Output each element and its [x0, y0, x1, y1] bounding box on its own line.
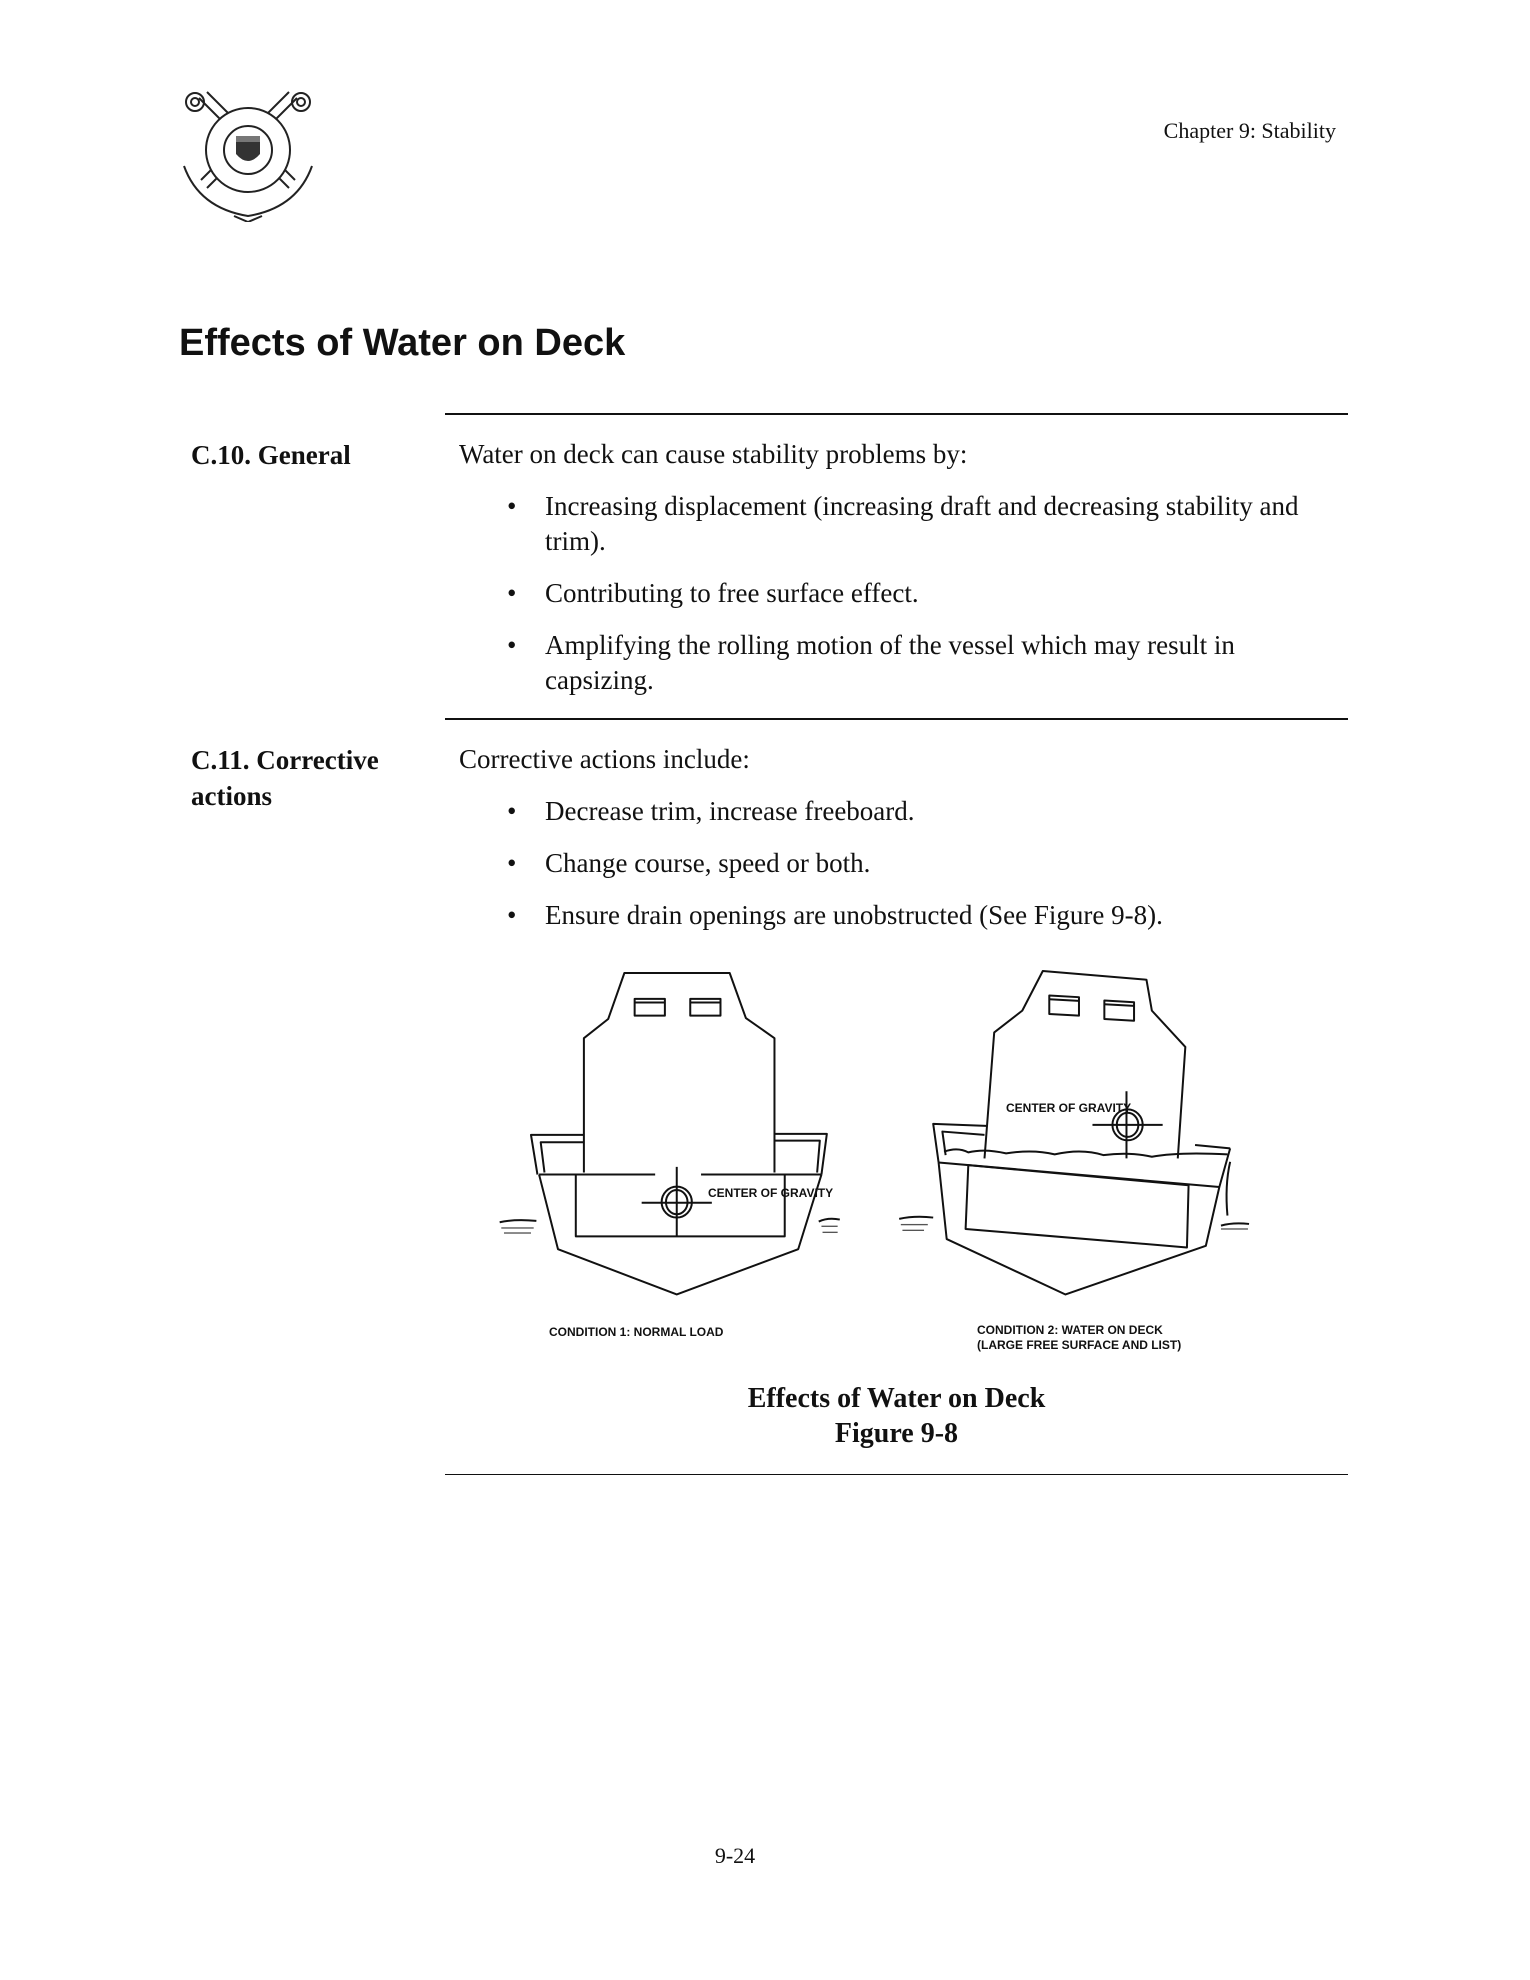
section-intro: Water on deck can cause stability problems by: — [459, 439, 968, 469]
bullet-icon: • — [507, 630, 517, 660]
list-item: Ensure drain openings are unobstructed (See Figure 9-8). — [545, 900, 1163, 930]
list-item: Amplifying the rolling motion of the vessel which may result in capsizing. — [545, 630, 1235, 695]
section-divider — [445, 718, 1348, 720]
list-item: Increasing displacement (increasing draft and decreasing stability and trim). — [545, 491, 1299, 556]
section-label-corrective-actions — [191, 742, 379, 814]
cg-label-condition2: CENTER OF GRAVITY — [1006, 1101, 1132, 1115]
figure-caption-title: Effects of Water on Deck — [747, 1383, 1046, 1414]
bullet-icon: • — [507, 848, 517, 878]
condition1-label: CONDITION 1: NORMAL LOAD — [549, 1325, 724, 1339]
bullet-icon: • — [507, 578, 517, 608]
section-divider — [445, 1474, 1348, 1475]
section-general-body — [459, 437, 1339, 697]
coast-guard-seal-logo — [179, 88, 317, 222]
section-intro: Corrective actions include: — [459, 744, 750, 774]
chapter-header: Chapter 9: Stability — [1163, 118, 1336, 143]
figure-caption-number: Figure 9-8 — [834, 1418, 959, 1449]
section-label-line: actions — [191, 781, 272, 811]
condition2-sublabel: (LARGE FREE SURFACE AND LIST) — [977, 1338, 1182, 1352]
list-item: Decrease trim, increase freeboard. — [545, 796, 915, 826]
page-number: 9-24 — [714, 1843, 756, 1868]
section-label-line: C.11. Corrective — [191, 745, 379, 775]
bullet-icon: • — [507, 796, 517, 826]
water-dots — [501, 1224, 1248, 1234]
bullet-icon: • — [507, 491, 517, 521]
list-item: Contributing to free surface effect. — [545, 578, 919, 608]
condition2-label: CONDITION 2: WATER ON DECK — [977, 1323, 1163, 1337]
section-corrective-body — [459, 742, 1339, 942]
cg-label-condition1: CENTER OF GRAVITY — [708, 1186, 834, 1200]
section-label-general: C.10. General — [191, 440, 351, 470]
ship-normal-load — [500, 973, 840, 1294]
ship-water-on-deck — [899, 971, 1249, 1295]
page-title: Effects of Water on Deck — [179, 322, 626, 364]
section-divider — [445, 413, 1348, 415]
bullet-icon: • — [507, 900, 517, 930]
list-item: Change course, speed or both. — [545, 848, 871, 878]
